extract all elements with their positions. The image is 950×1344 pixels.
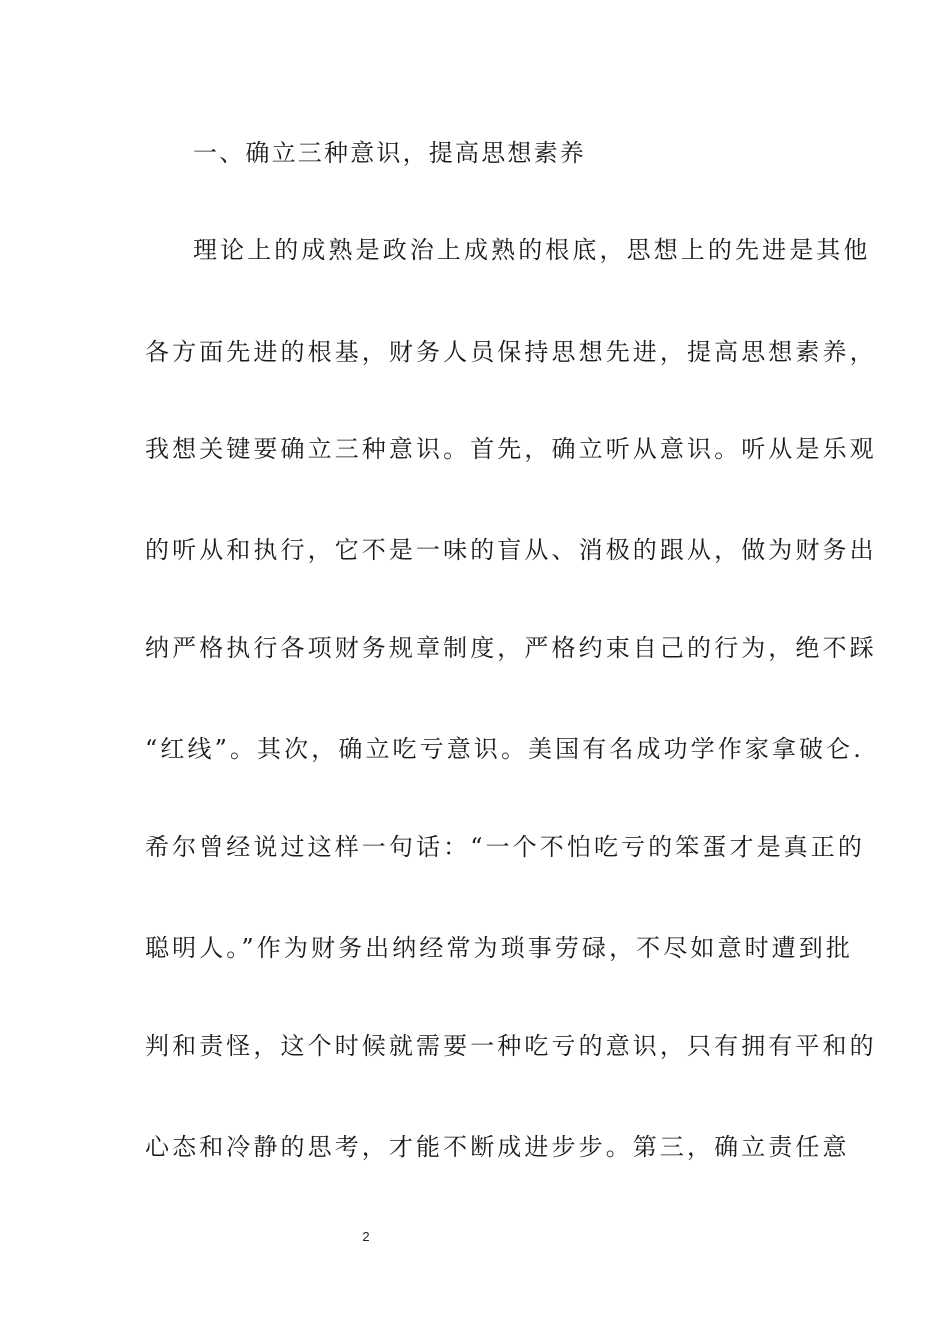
paragraph-line: 的听从和执行，它不是一味的盲从、消极的跟从，做为财务出 [145,536,877,564]
page-number: 2 [362,1229,370,1244]
paragraph-line: 理论上的成熟是政治上成熟的根底，思想上的先进是其他 [193,236,871,264]
paragraph-line: 心态和冷静的思考，才能不断成进步步。第三，确立责任意 [145,1133,850,1161]
paragraph-line: 聪明人。”作为财务出纳经常为琐事劳碌，不尽如意时遭到批 [145,934,853,962]
paragraph-line: 纳严格执行各项财务规章制度，严格约束自己的行为，绝不踩 [145,634,877,662]
paragraph-line: 各方面先进的根基，财务人员保持思想先进，提高思想素养， [145,338,877,366]
paragraph-line: 我想关键要确立三种意识。首先，确立听从意识。听从是乐观 [145,435,877,463]
paragraph-line: 希尔曾经说过这样一句话：“一个不怕吃亏的笨蛋才是真正的 [145,833,865,861]
paragraph-line: “红线”。其次，确立吃亏意识。美国有名成功学作家拿破仑. [145,735,864,763]
section-heading: 一、确立三种意识，提高思想素养 [193,139,586,167]
paragraph-line: 判和责怪，这个时候就需要一种吃亏的意识，只有拥有平和的 [145,1032,877,1060]
